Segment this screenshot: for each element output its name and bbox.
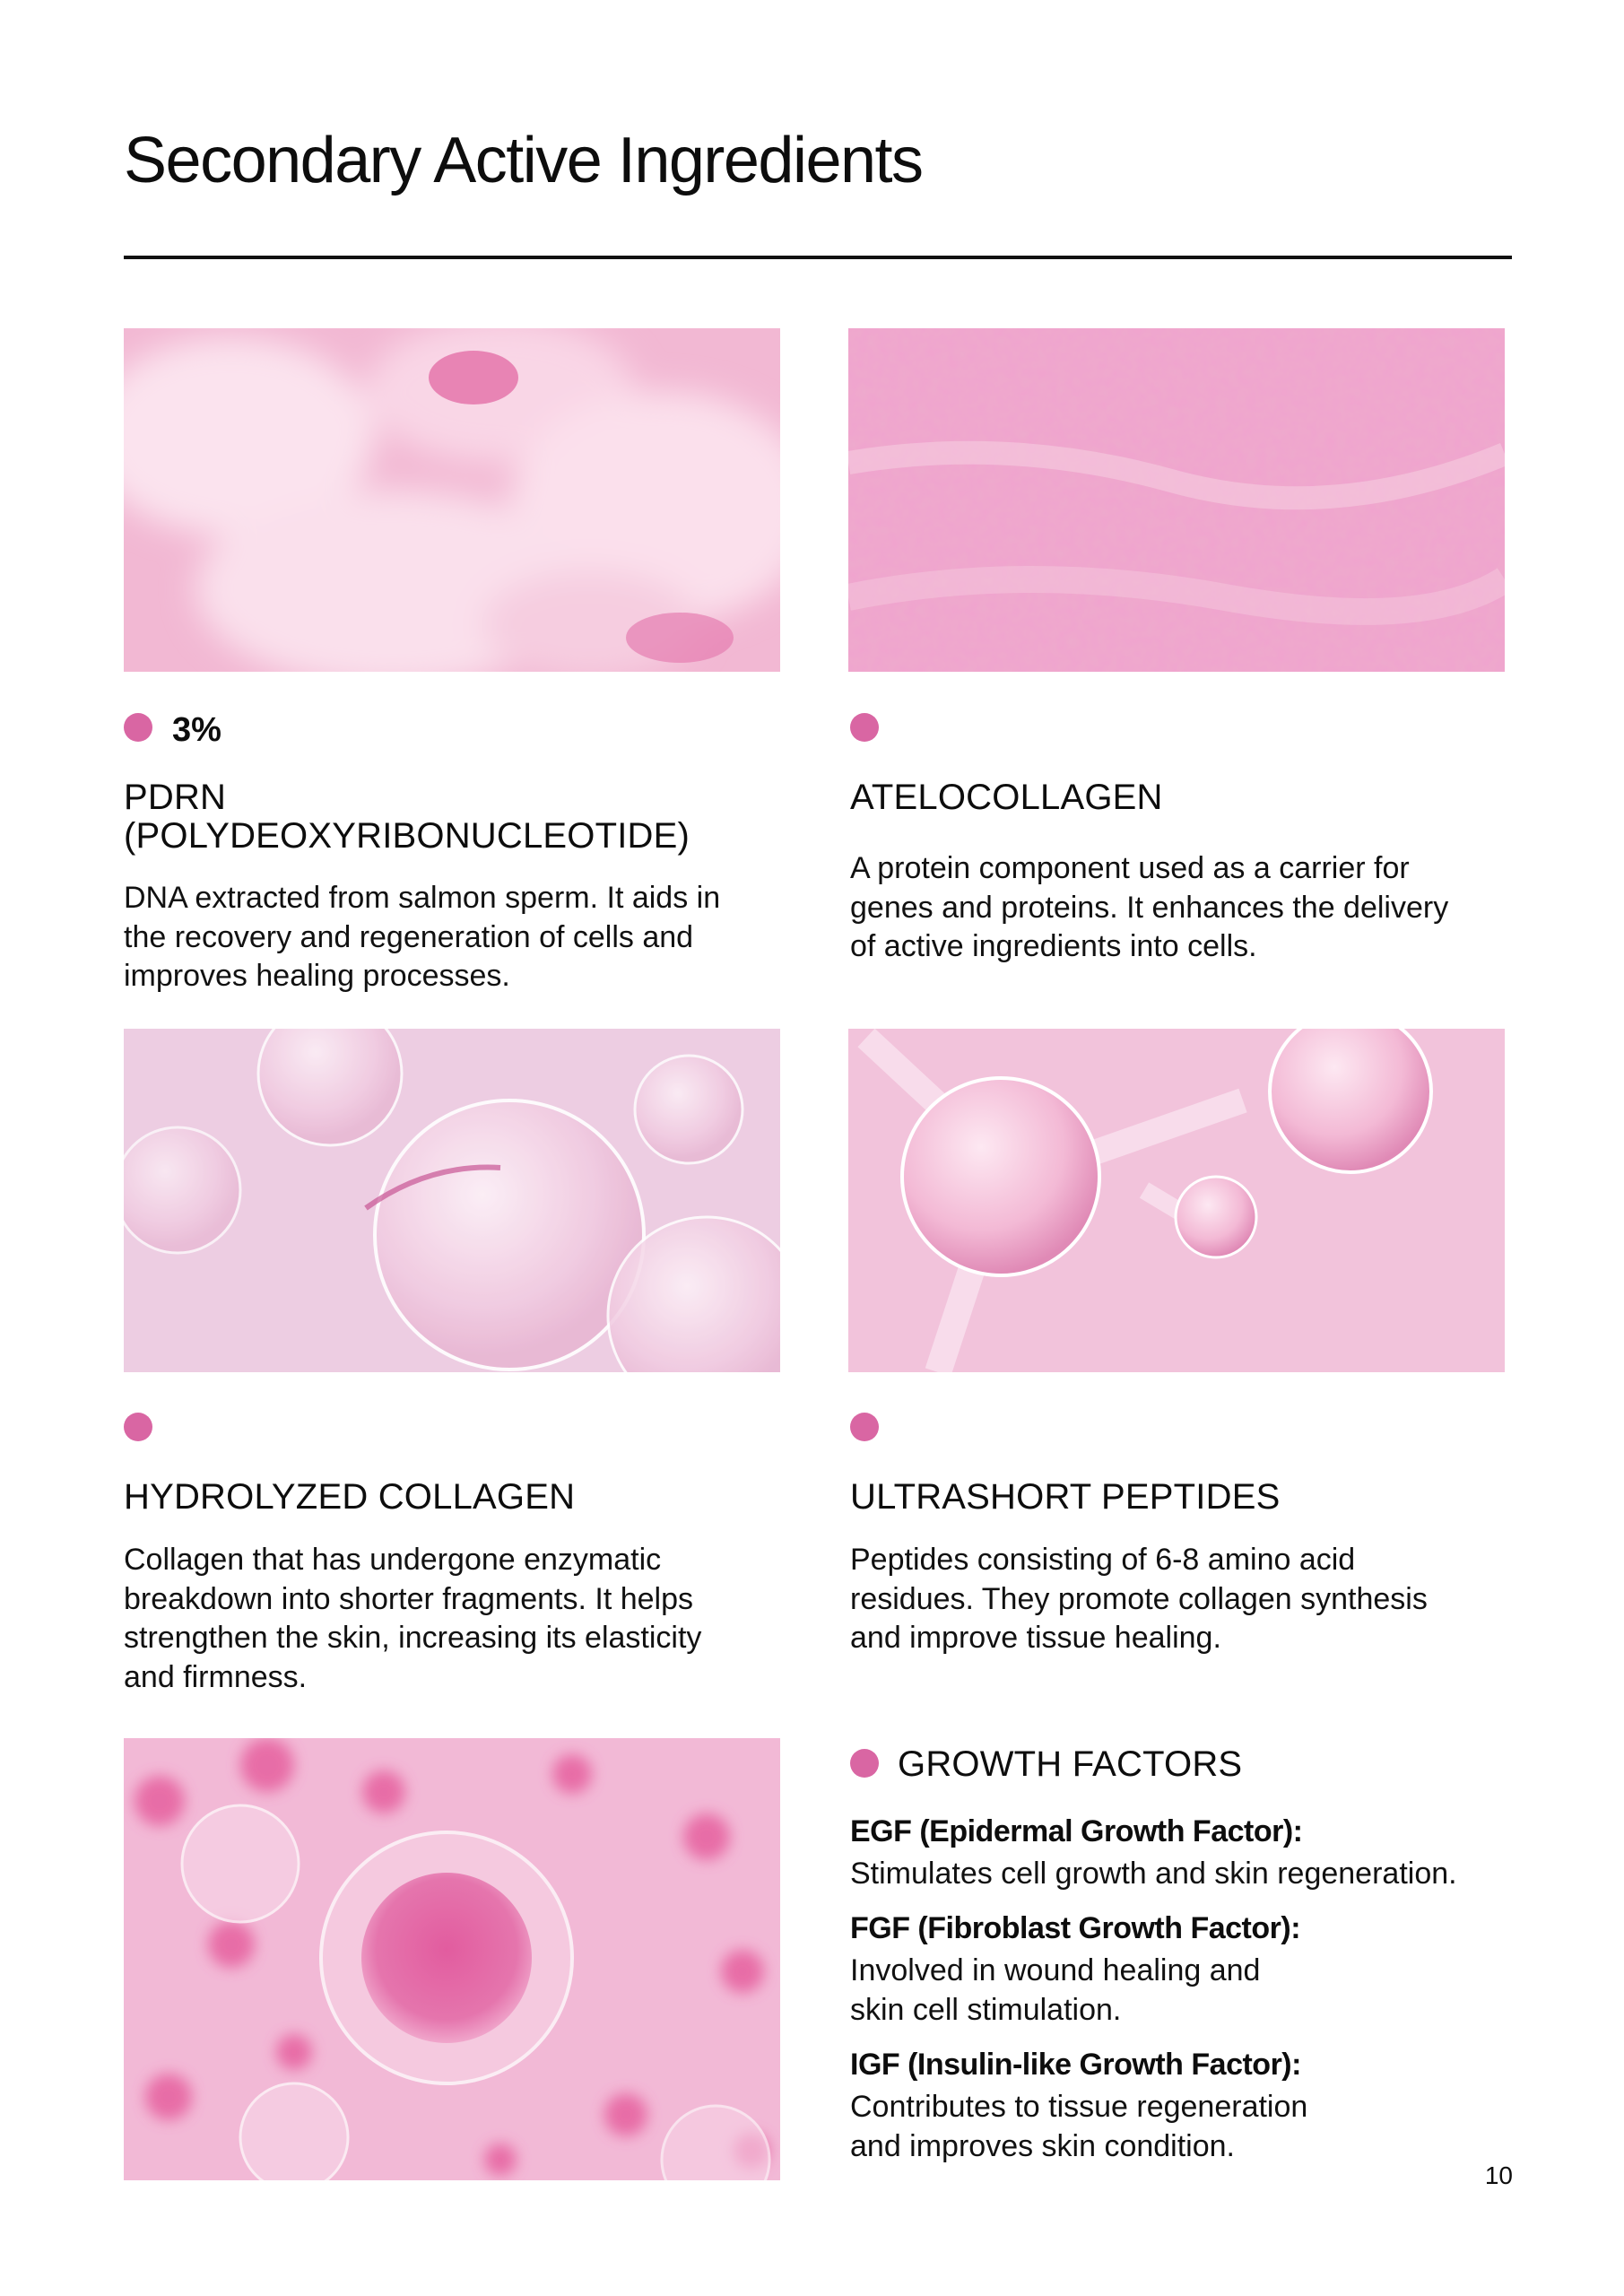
atelocollagen-image bbox=[848, 328, 1505, 672]
pdrn-description: DNA extracted from salmon sperm. It aids in the recovery and regeneration of cells and improves healing processes. bbox=[124, 881, 721, 994]
hydrolyzed-collagen-image bbox=[124, 1029, 780, 1372]
egf-description: Stimulates cell growth and skin regeneration. bbox=[850, 1857, 1457, 1891]
title-divider bbox=[124, 256, 1512, 259]
egf-name: EGF (Epidermal Growth Factor): bbox=[850, 1814, 1303, 1848]
growth-factors-image bbox=[124, 1738, 780, 2180]
pdrn-heading: PDRN (POLYDEOXYRIBONUCLEOTIDE) bbox=[124, 778, 690, 857]
ultrashort-peptides-bullet bbox=[850, 1413, 879, 1441]
pdrn-image bbox=[124, 328, 780, 672]
igf-description: Contributes to tissue regeneration and improves skin condition. bbox=[850, 2090, 1308, 2163]
fgf-description: Involved in wound healing and skin cell stimulation. bbox=[850, 1953, 1261, 2027]
fgf-name: FGF (Fibroblast Growth Factor): bbox=[850, 1911, 1301, 1945]
pdrn-percent: 3% bbox=[172, 711, 221, 749]
hydrolyzed-collagen-heading: HYDROLYZED COLLAGEN bbox=[124, 1477, 576, 1517]
growth-factors-bullet bbox=[850, 1749, 879, 1778]
hydrolyzed-collagen-bullet bbox=[124, 1413, 152, 1441]
hydrolyzed-collagen-description: Collagen that has undergone enzymatic breakdown into shorter fragments. It helps strengthen the skin, increasing its elasticity and firmness. bbox=[124, 1543, 702, 1694]
atelocollagen-description: A protein component used as a carrier for genes and proteins. It enhances the delivery of active ingredients into cells. bbox=[850, 851, 1449, 964]
page-title: Secondary Active Ingredients bbox=[124, 125, 923, 196]
atelocollagen-bullet bbox=[850, 713, 879, 742]
ultrashort-peptides-image bbox=[848, 1029, 1505, 1372]
ultrashort-peptides-heading: ULTRASHORT PEPTIDES bbox=[850, 1477, 1281, 1517]
page-number: 10 bbox=[1484, 2161, 1513, 2189]
growth-factors-heading: GROWTH FACTORS bbox=[898, 1744, 1243, 1784]
atelocollagen-heading: ATELOCOLLAGEN bbox=[850, 778, 1163, 817]
ultrashort-peptides-description: Peptides consisting of 6-8 amino acid residues. They promote collagen synthesis and improve tissue healing. bbox=[850, 1543, 1428, 1656]
pdrn-bullet bbox=[124, 713, 152, 742]
igf-name: IGF (Insulin-like Growth Factor): bbox=[850, 2048, 1301, 2082]
